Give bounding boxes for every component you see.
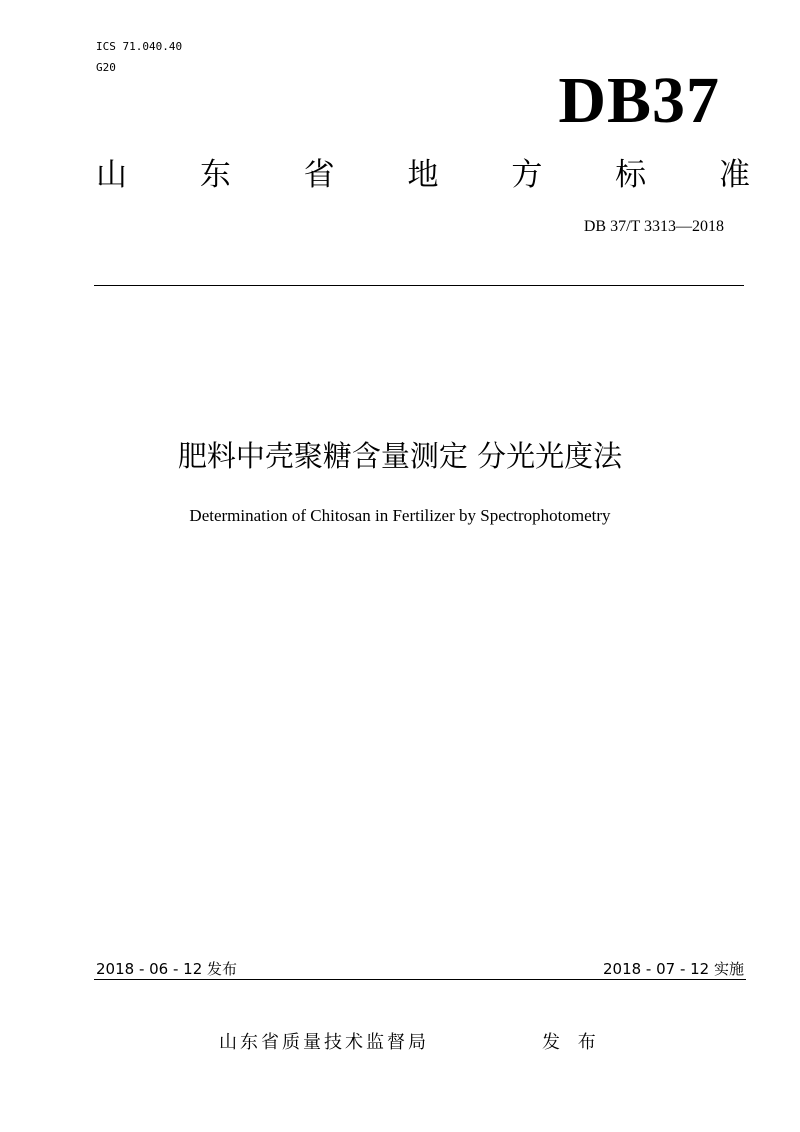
- standard-number: DB 37/T 3313—2018: [583, 218, 724, 235]
- effective-date: 2018 - 07 - 12 实施: [602, 960, 744, 978]
- standard-type: [96, 155, 750, 195]
- standard-type-char: 东: [199, 157, 231, 193]
- standard-type-char: 省: [303, 157, 335, 193]
- title-chinese: 肥料中壳聚糖含量测定 分光光度法: [177, 439, 623, 473]
- standard-type-char: 方: [511, 157, 543, 193]
- standard-type-char: 地: [407, 157, 439, 193]
- footer-divider: [94, 979, 746, 980]
- header-divider: [94, 285, 744, 286]
- ics-number: ICS 71.040.40: [96, 40, 183, 53]
- standard-code: DB37: [558, 64, 720, 137]
- classification-code: G20: [96, 61, 116, 74]
- issue-label: 发 布: [542, 1032, 602, 1053]
- standard-type-char: 准: [718, 157, 750, 193]
- issuer-name: 山东省质量技术监督局: [219, 1032, 429, 1053]
- standard-type-char: 山: [96, 157, 127, 193]
- title-english: Determination of Chitosan in Fertilizer by Spectrophotometry: [189, 506, 611, 525]
- publish-date: 2018 - 06 - 12 发布: [96, 960, 238, 978]
- standard-type-char: 标: [615, 157, 647, 193]
